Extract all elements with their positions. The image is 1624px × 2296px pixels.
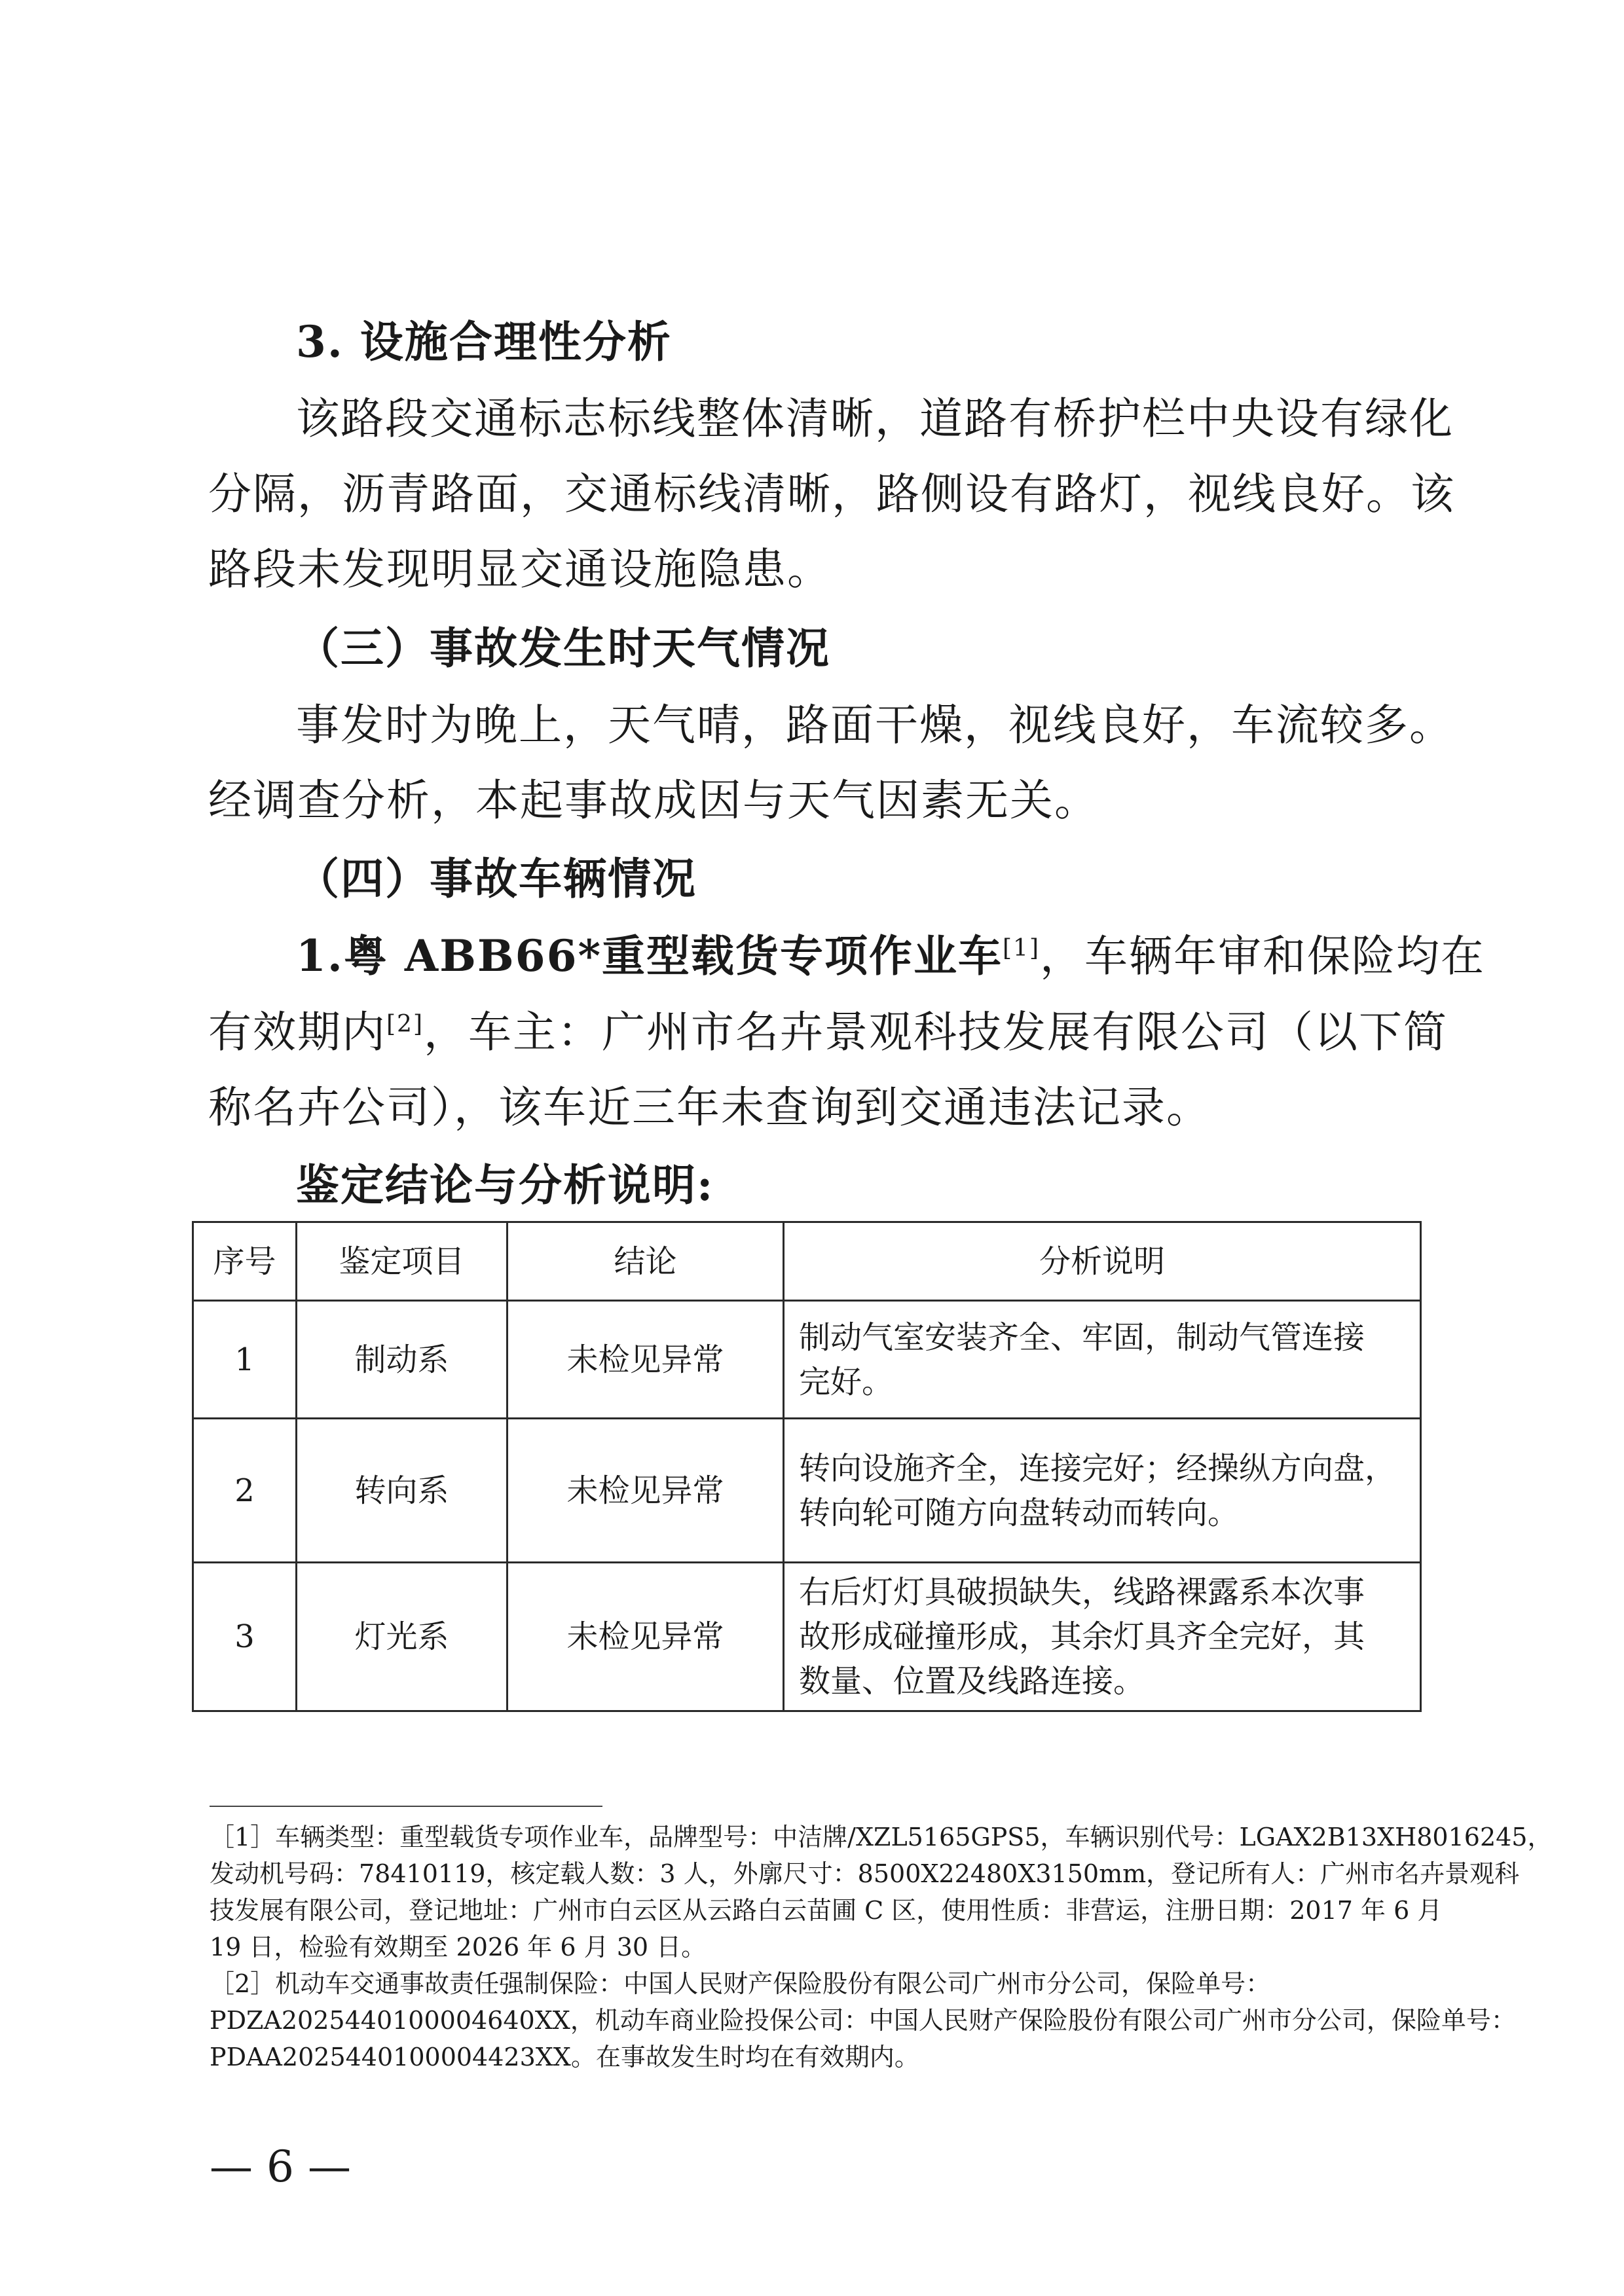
paragraph-line xyxy=(296,930,1486,983)
column-header-no: 序号 xyxy=(193,1222,297,1301)
table-row xyxy=(193,1301,1421,1419)
footnote-separator xyxy=(210,1806,602,1807)
cell-no: 3 xyxy=(193,1563,297,1711)
paragraph-text: ，车辆年审和保险均在 xyxy=(1040,931,1486,981)
cell-no: 2 xyxy=(193,1419,297,1563)
paragraph-line: 该路段交通标志标线整体清晰，道路有桥护栏中央设有绿化 xyxy=(296,393,1454,444)
footnote-line: ［1］车辆类型：重型载货专项作业车，品牌型号：中洁牌/XZL5165GPS5，车辆识别代号：LGAX2B13XH8016245， xyxy=(210,1823,1553,1851)
paragraph-line: 称名卉公司），该车近三年未查询到交通违法记录。 xyxy=(208,1082,1211,1133)
paragraph-line: 路段未发现明显交通设施隐患。 xyxy=(208,544,832,594)
column-header-result: 结论 xyxy=(507,1222,784,1301)
desc-line: 故形成碰撞形成，其余灯具齐全完好，其 xyxy=(799,1618,1365,1655)
paragraph-text: 有效期内 xyxy=(208,1007,386,1057)
cell-no: 1 xyxy=(193,1301,297,1419)
section-heading-vehicle: （四）事故车辆情况 xyxy=(296,853,697,904)
desc-line: 转向轮可随方向盘转动而转向。 xyxy=(799,1494,1240,1531)
cell-item: 转向系 xyxy=(297,1419,507,1563)
desc-line: 完好。 xyxy=(799,1363,894,1400)
footnote-line: PDZA2025440100004640XX，机动车商业险投保公司：中国人民财产保险股份有限公司广州市分公司，保险单号： xyxy=(210,2006,1516,2035)
column-header-desc: 分析说明 xyxy=(784,1222,1421,1301)
footnote-ref-1: [1] xyxy=(1003,935,1041,962)
cell-result: 未检见异常 xyxy=(507,1301,784,1419)
verdict-heading: 鉴定结论与分析说明: xyxy=(296,1159,714,1211)
section-heading-weather: （三）事故发生时天气情况 xyxy=(296,623,830,674)
table-row xyxy=(193,1563,1421,1711)
footnote-line: 19 日，检验有效期至 2026 年 6 月 30 日。 xyxy=(210,1933,707,1961)
verdict-table xyxy=(192,1221,1422,1712)
desc-line: 转向设施齐全，连接完好；经操纵方向盘， xyxy=(799,1449,1397,1487)
paragraph-line xyxy=(208,1006,1448,1059)
cell-desc xyxy=(784,1419,1421,1563)
footnote-line: 发动机号码：78410119，核定载人数：3 人，外廓尺寸：8500X22480X3150mm，登记所有人：广州市名卉景观科 xyxy=(210,1859,1520,1888)
footnote-line: 技发展有限公司，登记地址：广州市白云区从云路白云苗圃 C 区，使用性质：非营运，注册日期：2017 年 6 月 xyxy=(210,1896,1443,1925)
section-heading-facilities: 3. 设施合理性分析 xyxy=(296,316,672,367)
cell-item: 灯光系 xyxy=(297,1563,507,1711)
desc-line: 制动气室安装齐全、牢固，制动气管连接 xyxy=(799,1319,1365,1356)
cell-result: 未检见异常 xyxy=(507,1563,784,1711)
table-row xyxy=(193,1419,1421,1563)
footnote-line: ［2］机动车交通事故责任强制保险：中国人民财产保险股份有限公司广州市分公司，保险单号： xyxy=(210,1969,1271,1998)
cell-result: 未检见异常 xyxy=(507,1419,784,1563)
page-number: — 6 — xyxy=(210,2141,351,2192)
desc-line: 右后灯灯具破损缺失，线路裸露系本次事 xyxy=(799,1574,1365,1611)
vehicle-title: 1.粤 ABB66*重型载货专项作业车 xyxy=(296,930,1003,981)
table-header-row xyxy=(193,1222,1421,1301)
paragraph-line: 事发时为晚上，天气晴，路面干燥，视线良好，车流较多。 xyxy=(296,700,1454,750)
cell-desc xyxy=(784,1301,1421,1419)
paragraph-line: 经调查分析，本起事故成因与天气因素无关。 xyxy=(208,775,1099,826)
desc-line: 数量、位置及线路连接。 xyxy=(799,1663,1145,1700)
paragraph-text: ，车主：广州市名卉景观科技发展有限公司（以下简 xyxy=(424,1007,1448,1057)
column-header-item: 鉴定项目 xyxy=(297,1222,507,1301)
footnote-ref-2: [2] xyxy=(386,1011,424,1038)
footnote-line: PDAA2025440100004423XX。在事故发生时均在有效期内。 xyxy=(210,2043,919,2071)
cell-item: 制动系 xyxy=(297,1301,507,1419)
cell-desc xyxy=(784,1563,1421,1711)
paragraph-line: 分隔，沥青路面，交通标线清晰，路侧设有路灯，视线良好。该 xyxy=(208,469,1455,519)
